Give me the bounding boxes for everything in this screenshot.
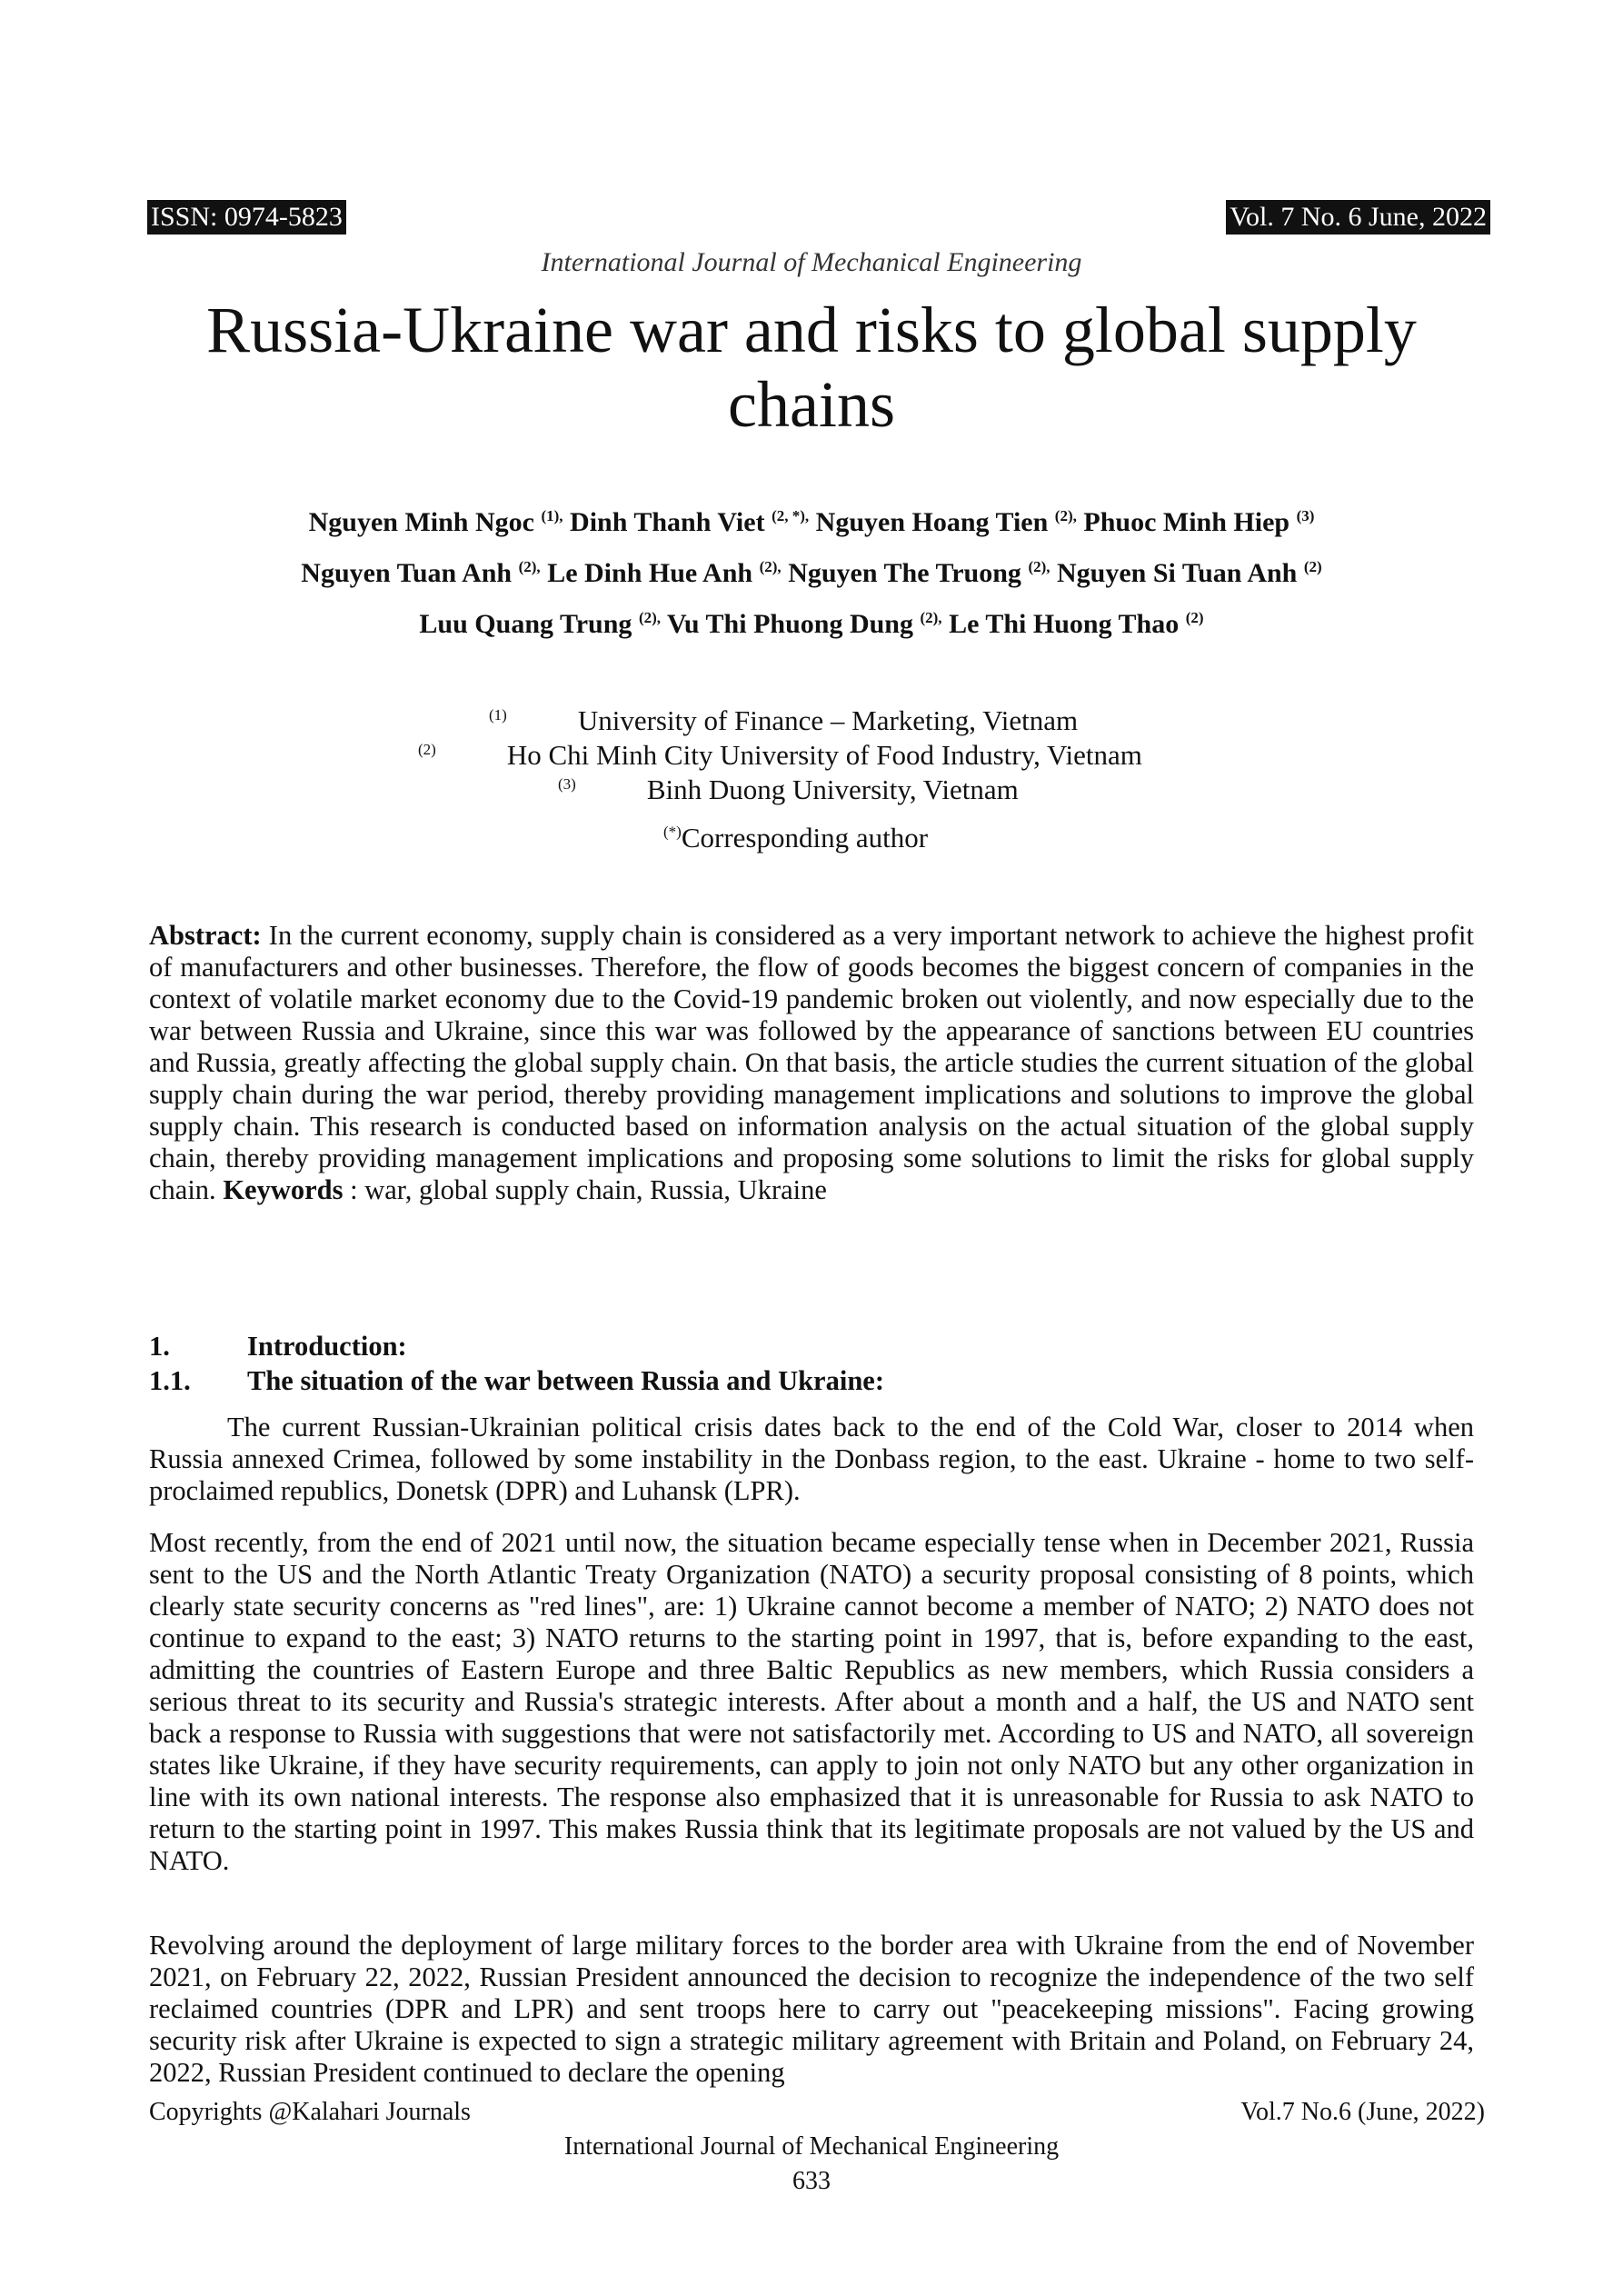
author-name: Le Thi Huong Thao (949, 609, 1180, 639)
affiliation-text: University of Finance – Marketing, Vietnam (577, 704, 1079, 736)
affiliation-mark: (3) (558, 774, 576, 793)
authors-line-1 (0, 507, 1623, 538)
issn-badge: ISSN: 0974-5823 (147, 200, 346, 235)
affiliation-1 (489, 704, 1078, 737)
body-paragraph-1: The current Russian-Ukrainian political crisis dates back to the end of the Cold War, closer to 2014 when Russia annexed Crimea, followed by some instability in the Donbass region, to the east. Ukraine - home to two self-proclaimed republics, Donetsk (DPR) and Luhansk (LPR). (149, 1412, 1474, 1506)
author-affiliation-mark: (2), (920, 609, 942, 626)
section-heading-1-1 (149, 1365, 884, 1397)
section-number: 1. (149, 1331, 170, 1362)
authors-line-2 (0, 558, 1623, 589)
abstract (149, 920, 1474, 1206)
affiliation-text: Ho Chi Minh City University of Food Industry, Vietnam (506, 739, 1142, 771)
author-affiliation-mark: (2), (759, 558, 782, 575)
author-affiliation-mark: (2), (1054, 507, 1077, 524)
volume-badge: Vol. 7 No. 6 June, 2022 (1226, 200, 1490, 235)
author-affiliation-mark: (2), (638, 609, 662, 626)
author-name: Phuoc Minh Hiep (1083, 507, 1290, 537)
keywords-label: Keywords (223, 1174, 344, 1205)
affiliation-mark: (2) (418, 740, 436, 758)
corresponding-author (663, 822, 928, 854)
author-name: Vu Thi Phuong Dung (666, 609, 913, 639)
footer-copyright: Copyrights @Kalahari Journals (149, 2098, 471, 2126)
affiliation-2 (418, 739, 1142, 772)
footer-volume: Vol.7 No.6 (June, 2022) (1240, 2098, 1485, 2126)
author-name: Nguyen The Truong (788, 558, 1021, 588)
affiliation-3 (558, 774, 1019, 806)
footer-journal: International Journal of Mechanical Engineering (563, 2132, 1060, 2161)
corresponding-text: Corresponding author (681, 822, 929, 854)
author-name: Nguyen Tuan Anh (301, 558, 513, 588)
section-title: Introduction: (247, 1331, 407, 1362)
author-name: Nguyen Hoang Tien (815, 507, 1049, 537)
affiliation-text: Binh Duong University, Vietnam (646, 774, 1019, 805)
title-line-2: chains (728, 368, 895, 441)
author-name: Nguyen Minh Ngoc (308, 507, 534, 537)
author-affiliation-mark: (2) (1185, 609, 1204, 626)
page-number: 633 (792, 2167, 831, 2195)
author-name: Le Dinh Hue Anh (547, 558, 753, 588)
author-affiliation-mark: (2), (1028, 558, 1050, 575)
journal-name: International Journal of Mechanical Engineering (541, 247, 1082, 277)
body-paragraph-3: Revolving around the deployment of large military forces to the border area with Ukraine from the end of November 2021, on February 22, 2022, Russian President announced the decision to recognize the independence of the two self reclaimed countries (DPR and LPR) and sent troops here to carry out "peacekeeping missions". Facing growing security risk after Ukraine is expected to sign a strategic military agreement with Britain and Poland, on February 24, 2022, Russian President continued to declare the opening (149, 1930, 1474, 2088)
section-title: The situation of the war between Russia and Ukraine: (247, 1365, 884, 1396)
author-name: Nguyen Si Tuan Anh (1057, 558, 1298, 588)
section-number: 1.1. (149, 1365, 191, 1396)
affiliation-mark: (1) (489, 705, 507, 724)
authors-line-3 (0, 609, 1623, 640)
abstract-label: Abstract: (149, 920, 262, 951)
abstract-text: In the current economy, supply chain is considered as a very important network to achieve the highest profit of manufacturers and other businesses. Therefore, the flow of goods becomes the biggest concern of companies in the context of volatile market economy due to the Covid-19 pandemic broken out violently, and now especially due to the war between Russia and Ukraine, since this war was followed by the appearance of sanctions between EU countries and Russia, greatly affecting the global supply chain. On that basis, the article studies the current situation of the global supply chain during the war period, thereby providing management implications and solutions to improve the global supply chain. This research is conducted based on information analysis on the actual situation of the global supply chain, thereby providing management implications and proposing some solutions to limit the risks for global supply chain. (149, 920, 1474, 1205)
section-heading-1 (149, 1331, 407, 1363)
author-name: Luu Quang Trung (419, 609, 632, 639)
author-affiliation-mark: (3) (1296, 507, 1315, 524)
author-affiliation-mark: (2), (518, 558, 541, 575)
corresponding-mark: (*) (663, 823, 682, 841)
body-paragraph-2: Most recently, from the end of 2021 until now, the situation became especially tense when in December 2021, Russia sent to the US and the North Atlantic Treaty Organization (NATO) a security proposal consisting of 8 points, which clearly state security concerns as "red lines", are: 1) Ukraine cannot become a member of NATO; 2) NATO does not continue to expand to the east; 3) NATO returns to the starting point in 1997, that is, before expanding to the east, admitting the countries of Eastern Europe and three Baltic Republics as new members, which Russia considers a serious threat to its security and Russia's strategic interests. After about a month and a half, the US and NATO sent back a response to Russia with suggestions that were not satisfactorily met. According to US and NATO, all sovereign states like Ukraine, if they have security requirements, can apply to join not only NATO but any other organization in line with its own national interests. The response also emphasized that it is unreasonable for Russia to ask NATO to return to the starting point in 1997. This makes Russia think that its legitimate proposals are not valued by the US and NATO. (149, 1527, 1474, 1876)
paper-title (0, 293, 1623, 442)
author-affiliation-mark: (1), (541, 507, 563, 524)
author-affiliation-mark: (2) (1303, 558, 1322, 575)
keywords-text: : war, global supply chain, Russia, Ukraine (343, 1174, 827, 1205)
author-name: Dinh Thanh Viet (570, 507, 765, 537)
author-affiliation-mark: (2, *), (772, 507, 810, 524)
title-line-1: Russia-Ukraine war and risks to global supply (206, 294, 1417, 366)
